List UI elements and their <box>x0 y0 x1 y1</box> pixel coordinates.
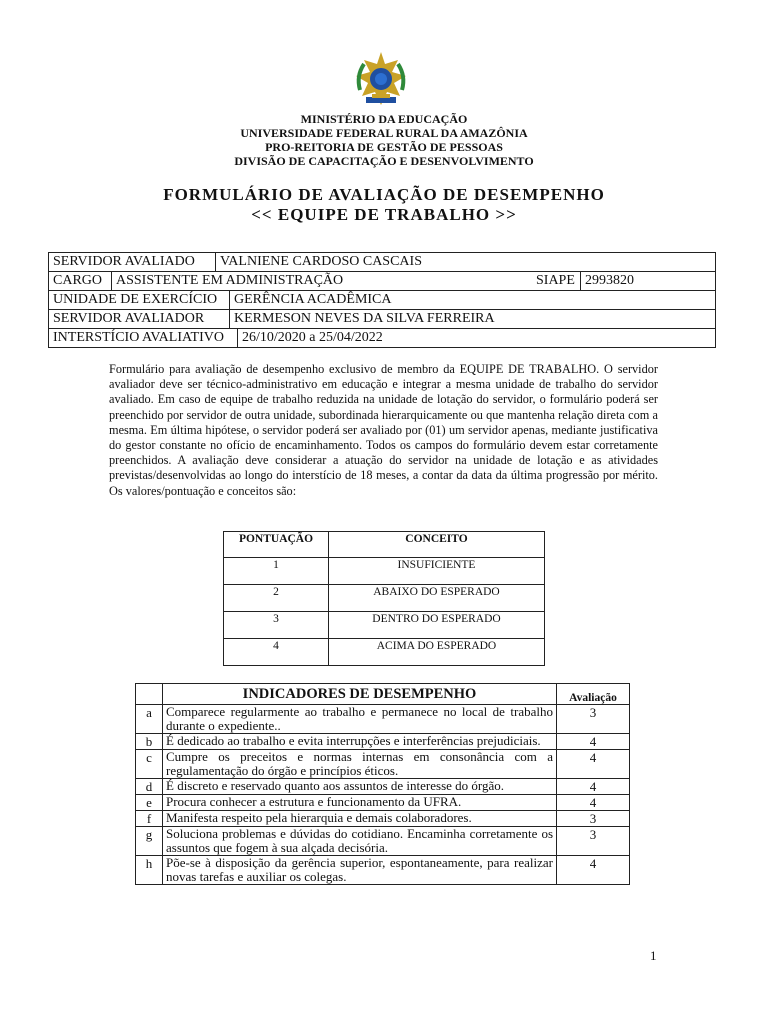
pontuacao-cell: 1 <box>224 558 329 585</box>
form-title <box>0 185 768 225</box>
unidade-label: UNIDADE DE EXERCÍCIO <box>53 292 218 307</box>
indicator-value: 4 <box>557 795 630 811</box>
header-line-pro-rectory: PRO-REITORIA DE GESTÃO DE PESSOAS <box>265 140 503 154</box>
info-row-unidade <box>49 291 715 310</box>
conceito-cell: DENTRO DO ESPERADO <box>329 612 545 639</box>
indicator-text: Soluciona problemas e dúvidas do cotidiano. Encaminha corretamente os assuntos que fogem à sua alçada decisória. <box>163 827 557 856</box>
header-line-ministry: MINISTÉRIO DA EDUCAÇÃO <box>300 112 468 126</box>
letter-header <box>136 684 163 705</box>
intersticio-value: 26/10/2020 a 25/04/2022 <box>237 329 387 347</box>
pontuacao-cell: 4 <box>224 639 329 666</box>
indicator-value: 3 <box>557 705 630 734</box>
indicator-letter: f <box>136 811 163 827</box>
table-row <box>224 558 545 585</box>
table-row <box>136 827 630 856</box>
cargo-value: ASSISTENTE EM ADMINISTRAÇÃO <box>111 272 532 290</box>
indicadores-header-row <box>136 684 630 705</box>
indicator-letter: b <box>136 734 163 750</box>
indicator-text: Põe-se à disposição da gerência superior, espontaneamente, para realizar novas tarefas e auxiliar os colegas. <box>163 856 557 885</box>
table-row <box>136 705 630 734</box>
indicator-value: 3 <box>557 811 630 827</box>
page-number: 1 <box>650 948 657 963</box>
institution-header <box>0 112 768 168</box>
indicator-letter: d <box>136 779 163 795</box>
indicator-text: Manifesta respeito pela hierarquia e demais colaboradores. <box>163 811 557 827</box>
indicator-value: 4 <box>557 856 630 885</box>
indicator-letter: c <box>136 750 163 779</box>
table-row <box>136 795 630 811</box>
form-title-sub: << EQUIPE DE TRABALHO >> <box>251 205 517 224</box>
indicator-value: 3 <box>557 827 630 856</box>
siape-value: 2993820 <box>580 272 638 290</box>
table-row <box>136 750 630 779</box>
info-row-avaliador <box>49 310 715 329</box>
table-row <box>224 585 545 612</box>
indicadores-table <box>135 683 630 885</box>
form-title-main: FORMULÁRIO DE AVALIAÇÃO DE DESEMPENHO <box>163 185 605 204</box>
table-row <box>136 811 630 827</box>
indicator-letter: g <box>136 827 163 856</box>
pontuacao-header-row <box>224 532 545 558</box>
table-row <box>136 734 630 750</box>
pontuacao-header: PONTUAÇÃO <box>224 532 329 558</box>
conceito-header: CONCEITO <box>329 532 545 558</box>
info-row-intersticio <box>49 329 715 347</box>
indicator-value: 4 <box>557 750 630 779</box>
conceito-cell: ABAIXO DO ESPERADO <box>329 585 545 612</box>
info-row-cargo <box>49 272 715 291</box>
table-row <box>136 856 630 885</box>
conceito-cell: INSUFICIENTE <box>329 558 545 585</box>
indicator-letter: e <box>136 795 163 811</box>
table-row <box>224 639 545 666</box>
avaliador-value: KERMESON NEVES DA SILVA FERREIRA <box>229 310 499 328</box>
avaliador-label: SERVIDOR AVALIADOR <box>53 311 205 326</box>
intro-paragraph: Formulário para avaliação de desempenho exclusivo de membro da EQUIPE DE TRABALHO. O servidor avaliador deve ser técnico-administrativo em educação e integrar a mesma unidade de trabalho do servidor avaliado. Em caso de equipe de trabalho reduzida na unidade de lotação do servidor, o formulário poderá ser preenchido por servidor de outra unidade, subordinada hierarquicamente ou que mantenha relação direta com a mesma. Em última hipótese, o servidor poderá ser avaliado por (01) um servidor apenas, mediante justificativa do gestor constante no ofício de encaminhamento. Todos os campos do formulário devem estar corretamente preenchidos. A avaliação deve considerar a atuação do servidor na unidade de lotação e as atividades previstas/desenvolvidas ao longo do interstício de 18 meses, a contar da data da última progressão por mérito. Os valores/pontuação e conceitos são: <box>109 362 658 498</box>
indicator-text: Comparece regularmente ao trabalho e permanece no local de trabalho durante o expediente.. <box>163 705 557 734</box>
pontuacao-cell: 3 <box>224 612 329 639</box>
table-row <box>224 612 545 639</box>
servidor-avaliado-label: SERVIDOR AVALIADO <box>53 254 195 269</box>
siape-label: SIAPE <box>536 273 575 288</box>
brazil-coat-of-arms-icon <box>352 50 410 108</box>
header-line-university: UNIVERSIDADE FEDERAL RURAL DA AMAZÔNIA <box>240 126 528 140</box>
unidade-value: GERÊNCIA ACADÊMICA <box>229 291 396 309</box>
intersticio-label: INTERSTÍCIO AVALIATIVO <box>53 330 224 345</box>
conceito-cell: ACIMA DO ESPERADO <box>329 639 545 666</box>
employee-info-box <box>48 252 716 348</box>
info-row-servidor-avaliado <box>49 253 715 272</box>
indicator-value: 4 <box>557 734 630 750</box>
indicator-text: Procura conhecer a estrutura e funcionamento da UFRA. <box>163 795 557 811</box>
table-row <box>136 779 630 795</box>
cargo-label: CARGO <box>53 273 103 288</box>
indicator-text: Cumpre os preceitos e normas internas em consonância com a regulamentação do órgão e princípios éticos. <box>163 750 557 779</box>
indicator-letter: h <box>136 856 163 885</box>
indicator-text: É dedicado ao trabalho e evita interrupções e interferências prejudiciais. <box>163 734 557 750</box>
header-line-division: DIVISÃO DE CAPACITAÇÃO E DESENVOLVIMENTO <box>234 154 534 168</box>
pontuacao-table <box>223 531 545 666</box>
avaliacao-header: Avaliação <box>557 684 630 705</box>
pontuacao-cell: 2 <box>224 585 329 612</box>
indicator-text: É discreto e reservado quanto aos assuntos de interesse do órgão. <box>163 779 557 795</box>
indicator-letter: a <box>136 705 163 734</box>
servidor-avaliado-value: VALNIENE CARDOSO CASCAIS <box>215 253 426 271</box>
indicator-value: 4 <box>557 779 630 795</box>
indicadores-header: INDICADORES DE DESEMPENHO <box>163 684 557 705</box>
